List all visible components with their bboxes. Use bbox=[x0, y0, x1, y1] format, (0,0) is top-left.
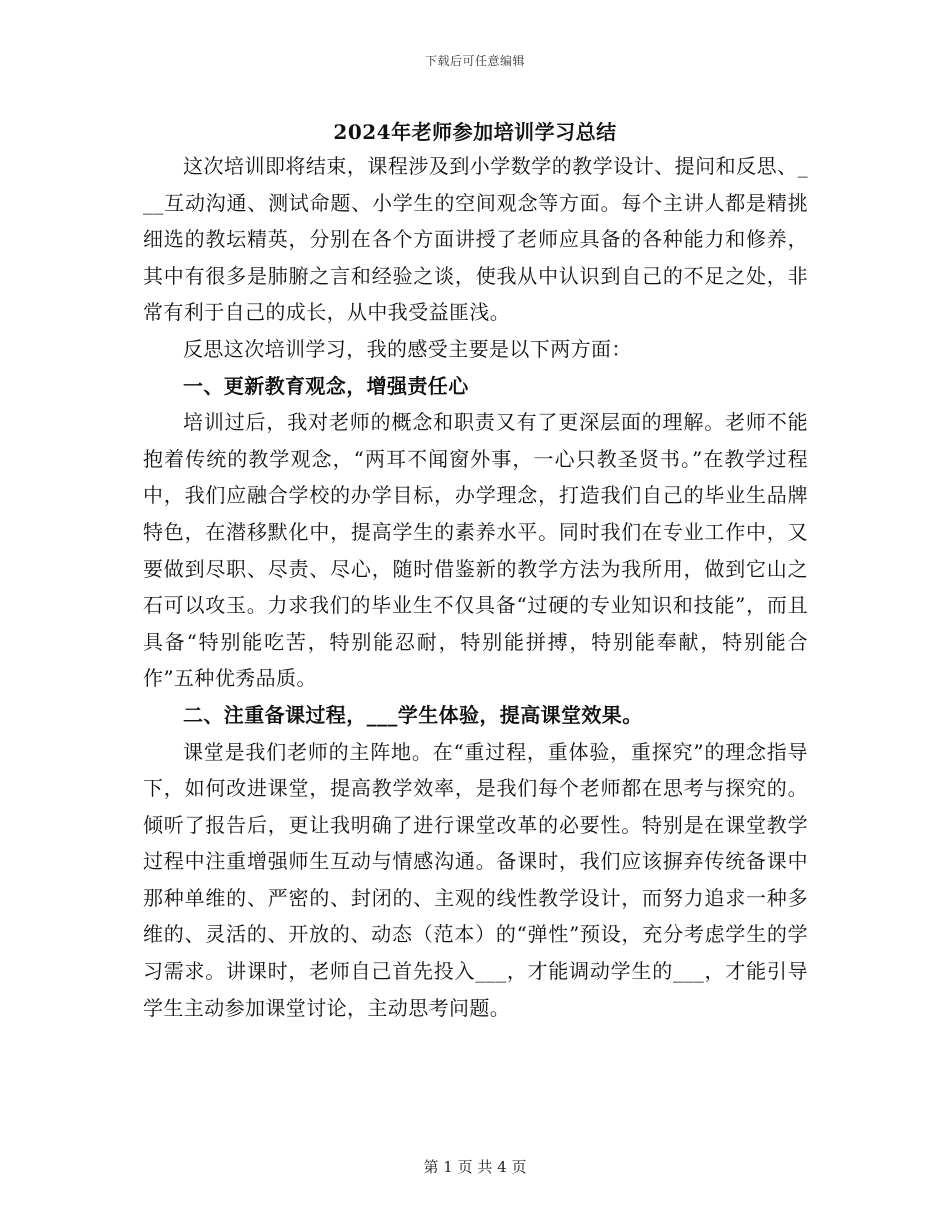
section-heading-1: 一、更新教育观念，增强责任心 bbox=[183, 373, 469, 398]
page-header-note: 下载后可任意编辑 bbox=[424, 54, 525, 68]
paragraph-section-1: 培训过后，我对老师的概念和职责又有了更深层面的理解。老师不能抱着传统的教学观念，“两耳不闻窗外事，一心只教圣贤书。”在教学过程中，我们应融合学校的办学目标，办学理念，打造我们自己的毕业生品牌特色，在潜移默化中，提高学生的素养水平。同时我们在专业工作中，又要做到尽职、尽责、尽心，随时借鉴新的教学方法为我所用，做到它山之石可以攻玉。力求我们的毕业生不仅具备“过硬的专业知识和技能”，而且具备“特别能吃苦，特别能忍耐，特别能拼搏，特别能奉献，特别能合作”五种优秀品质。 bbox=[143, 410, 808, 691]
page-number: 第 1 页 共 4 页 bbox=[423, 1158, 527, 1176]
document-body bbox=[143, 148, 808, 1026]
paragraph-reflection: 反思这次培训学习，我的感受主要是以下两方面： bbox=[183, 336, 632, 361]
section-heading-2: 二、注重备课过程，___学生体验，提高课堂效果。 bbox=[183, 702, 643, 727]
paragraph-section-2: 课堂是我们老师的主阵地。在“重过程，重体验，重探究”的理念指导下，如何改进课堂，提高教学效率，是我们每个老师都在思考与探究的。倾听了报告后，更让我明确了进行课堂改革的必要性。特别是在课堂教学过程中注重增强师生互动与情感沟通。备课时，我们应该摒弃传统备课中那种单维的、严密的、封闭的、主观的线性教学设计，而努力追求一种多维的、灵活的、开放的、动态（范本）的“弹性”预设，充分考虑学生的学习需求。讲课时，老师自己首先投入___，才能调动学生的___，才能引导学生主动参加课堂讨论，主动思考问题。 bbox=[143, 739, 808, 1020]
document-title: 2024年老师参加培训学习总结 bbox=[333, 120, 617, 144]
paragraph-intro: 这次培训即将结束，课程涉及到小学数学的教学设计、提问和反思、___互动沟通、测试命题、小学生的空间观念等方面。每个主讲人都是精挑细选的教坛精英，分别在各个方面讲授了老师应具备的各种能力和修养，其中有很多是肺腑之言和经验之谈，使我从中认识到自己的不足之处，非常有利于自己的成长，从中我受益匪浅。 bbox=[143, 154, 808, 325]
